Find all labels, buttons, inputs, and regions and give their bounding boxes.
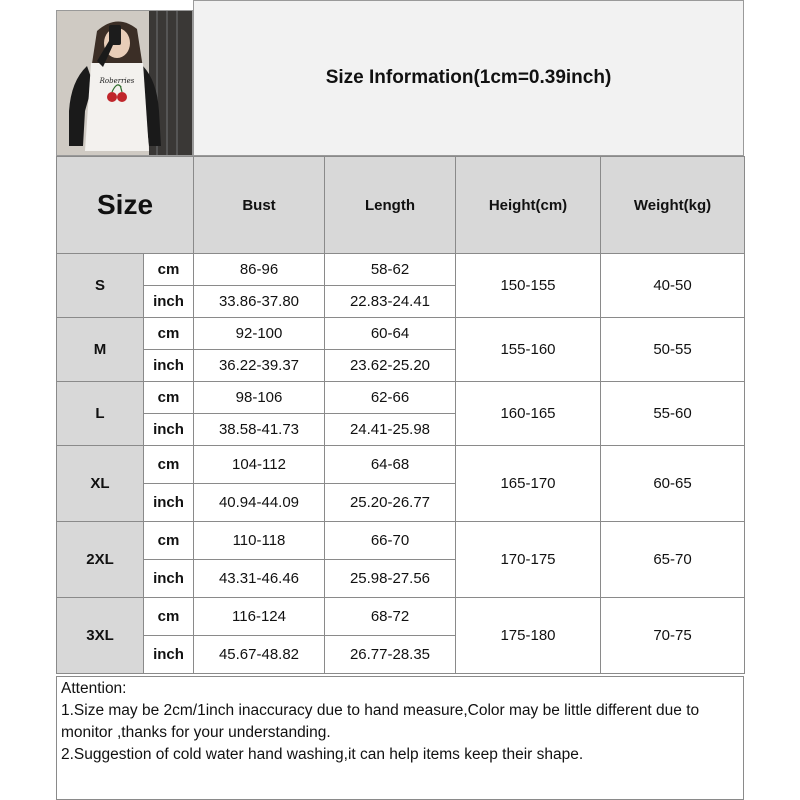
height-value: 175-180 [456, 598, 601, 674]
unit-cm: cm [144, 318, 194, 350]
header-length: Length [325, 157, 456, 254]
attention-notes [56, 676, 744, 800]
bust-cm: 116-124 [194, 598, 325, 636]
header-weight: Weight(kg) [601, 157, 745, 254]
unit-inch: inch [144, 484, 194, 522]
size-info-title-box [193, 0, 744, 156]
length-inch: 24.41-25.98 [325, 414, 456, 446]
size-label: 3XL [57, 598, 144, 674]
bust-cm: 86-96 [194, 254, 325, 286]
length-inch: 25.98-27.56 [325, 560, 456, 598]
header-size: Size [57, 157, 194, 254]
bust-cm: 110-118 [194, 522, 325, 560]
unit-cm: cm [144, 382, 194, 414]
size-label: XL [57, 446, 144, 522]
table-row [57, 522, 745, 560]
size-table [56, 156, 745, 674]
height-value: 155-160 [456, 318, 601, 382]
bust-inch: 33.86-37.80 [194, 286, 325, 318]
unit-inch: inch [144, 560, 194, 598]
attention-note-1: 1.Size may be 2cm/1inch inaccuracy due to hand measure,Color may be little different due to monitor ,thanks for your understanding. [61, 702, 700, 741]
weight-value: 40-50 [601, 254, 745, 318]
table-row [57, 318, 745, 350]
bust-inch: 45.67-48.82 [194, 636, 325, 674]
table-header-row [57, 157, 745, 254]
unit-cm: cm [144, 254, 194, 286]
length-cm: 68-72 [325, 598, 456, 636]
bust-cm: 104-112 [194, 446, 325, 484]
unit-cm: cm [144, 598, 194, 636]
length-inch: 22.83-24.41 [325, 286, 456, 318]
height-value: 170-175 [456, 522, 601, 598]
size-label: 2XL [57, 522, 144, 598]
header-bust: Bust [194, 157, 325, 254]
height-value: 160-165 [456, 382, 601, 446]
product-photo [56, 10, 193, 156]
length-cm: 66-70 [325, 522, 456, 560]
weight-value: 50-55 [601, 318, 745, 382]
height-value: 150-155 [456, 254, 601, 318]
size-chart-sheet [56, 0, 744, 800]
model-photo-illustration [57, 11, 192, 155]
table-row [57, 598, 745, 636]
bust-inch: 36.22-39.37 [194, 350, 325, 382]
unit-inch: inch [144, 414, 194, 446]
weight-value: 65-70 [601, 522, 745, 598]
length-inch: 26.77-28.35 [325, 636, 456, 674]
length-inch: 23.62-25.20 [325, 350, 456, 382]
length-cm: 62-66 [325, 382, 456, 414]
unit-cm: cm [144, 522, 194, 560]
length-inch: 25.20-26.77 [325, 484, 456, 522]
attention-heading: Attention: [61, 680, 127, 697]
bust-inch: 38.58-41.73 [194, 414, 325, 446]
table-row [57, 382, 745, 414]
weight-value: 70-75 [601, 598, 745, 674]
unit-inch: inch [144, 286, 194, 318]
size-label: L [57, 382, 144, 446]
table-row [57, 446, 745, 484]
height-value: 165-170 [456, 446, 601, 522]
attention-note-2: 2.Suggestion of cold water hand washing,it can help items keep their shape. [61, 746, 584, 763]
svg-text:Roberries: Roberries [99, 77, 135, 85]
length-cm: 58-62 [325, 254, 456, 286]
bust-cm: 98-106 [194, 382, 325, 414]
bust-inch: 43.31-46.46 [194, 560, 325, 598]
unit-cm: cm [144, 446, 194, 484]
unit-inch: inch [144, 350, 194, 382]
weight-value: 55-60 [601, 382, 745, 446]
unit-inch: inch [144, 636, 194, 674]
size-label: S [57, 254, 144, 318]
weight-value: 60-65 [601, 446, 745, 522]
length-cm: 64-68 [325, 446, 456, 484]
table-row [57, 254, 745, 286]
length-cm: 60-64 [325, 318, 456, 350]
header-height: Height(cm) [456, 157, 601, 254]
size-label: M [57, 318, 144, 382]
size-info-title: Size Information(1cm=0.39inch) [325, 67, 612, 88]
bust-cm: 92-100 [194, 318, 325, 350]
bust-inch: 40.94-44.09 [194, 484, 325, 522]
